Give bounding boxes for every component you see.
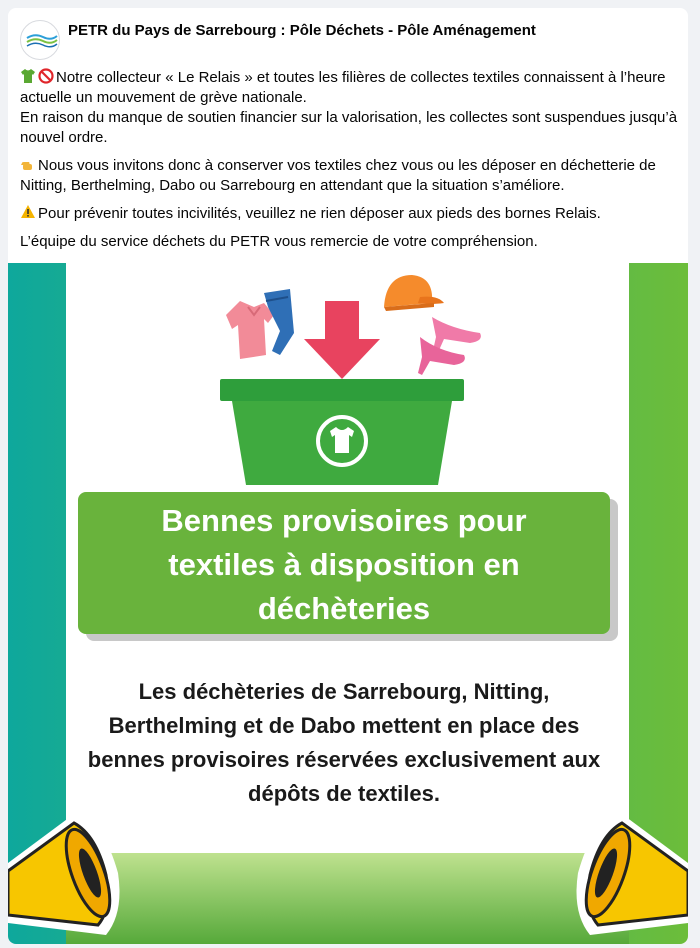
page-avatar[interactable] <box>20 20 60 60</box>
poster-body-line-2: Berthelming et de Dabo mettent en place des <box>108 713 580 738</box>
paragraph-4-text: L’équipe du service déchets du PETR vous remercie de votre compréhension. <box>20 233 538 250</box>
post-paragraph-4 <box>20 232 678 252</box>
poster-body-line-3: bennes provisoires réservées exclusivement aux <box>87 747 601 772</box>
warning-emoji-icon <box>20 204 36 220</box>
pointing-hand-emoji-icon <box>20 156 36 172</box>
post-paragraph-2 <box>20 156 678 196</box>
page-name[interactable]: PETR du Pays de Sarrebourg : Pôle Déchets - Pôle Aménagement <box>68 22 536 39</box>
facebook-post <box>8 8 688 944</box>
paragraph-2-text: Nous vous invitons donc à conserver vos textiles chez vous ou les déposer en déchetterie de Nitting, Berthelming, Dabo ou Sarrebourg en attendant que la situation s’améliore. <box>20 157 656 194</box>
post-paragraph-3 <box>20 204 678 224</box>
banner-line-1: Bennes provisoires pour <box>161 503 527 538</box>
poster-body-line-4: dépôts de textiles. <box>248 781 440 806</box>
bin-icon <box>220 379 464 485</box>
post-text <box>20 68 678 260</box>
paragraph-1-line-1: Notre collecteur « Le Relais » et toutes les filières de collectes textiles connaissent à l’heure actuelle un mouvement de grève nationale. <box>20 69 666 106</box>
post-paragraph-1 <box>20 68 678 148</box>
paragraph-3-text: Pour prévenir toutes incivilités, veuillez ne rien déposer aux pieds des bornes Relais. <box>38 205 601 222</box>
post-image[interactable] <box>8 263 688 944</box>
petr-logo-icon <box>21 21 60 60</box>
tshirt-emoji-icon <box>20 68 36 84</box>
paragraph-1-line-2: En raison du manque de soutien financier sur la valorisation, les collectes sont suspendues jusqu’à nouvel ordre. <box>20 109 678 146</box>
banner-line-2: textiles à disposition en <box>168 547 520 582</box>
prohibited-emoji-icon <box>38 68 54 84</box>
banner-line-3: déchèteries <box>257 591 431 626</box>
poster-graphic <box>8 263 688 944</box>
poster-body-line-1: Les déchèteries de Sarrebourg, Nitting, <box>138 679 550 704</box>
poster-bottom-band <box>66 853 629 944</box>
post-header <box>20 20 680 64</box>
